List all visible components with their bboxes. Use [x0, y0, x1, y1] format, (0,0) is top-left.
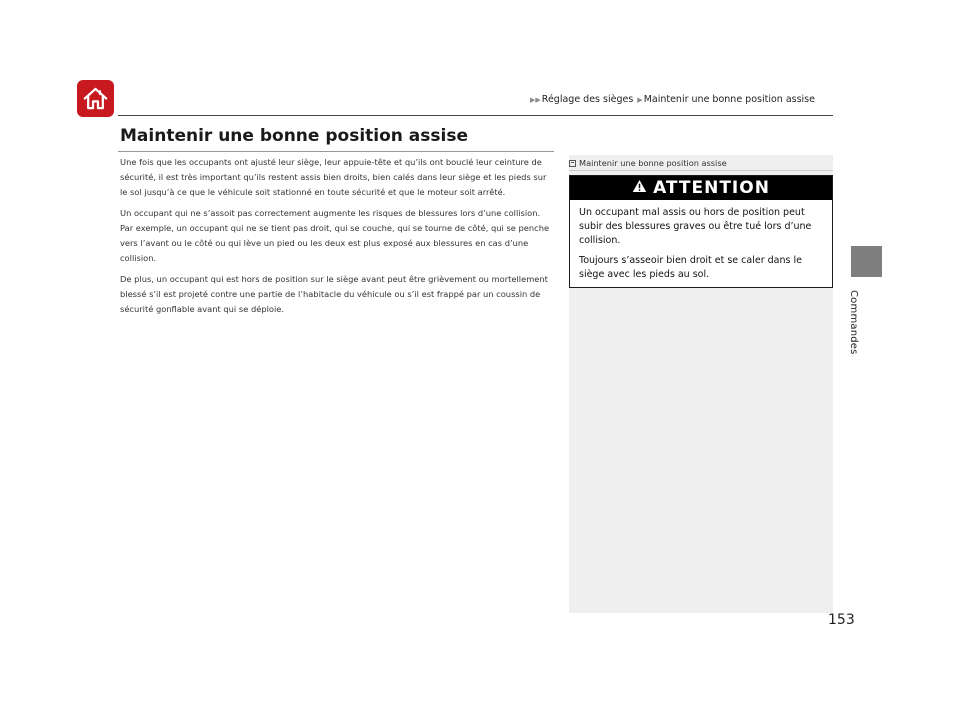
chapter-tab-label: Commandes [848, 290, 859, 355]
note-icon [569, 160, 576, 167]
breadcrumb [530, 94, 815, 105]
breadcrumb-item-current: Maintenir une bonne position assise [643, 94, 815, 105]
warning-triangle-icon [632, 178, 647, 198]
body-paragraph: De plus, un occupant qui est hors de position sur le siège avant peut être grièvement ou mortellement blessé s’il est projeté contre une partie de l’habitacle du véhicule ou s’il est frappé par un coussin de sécurité gonflable avant qui se déploie. [120, 274, 548, 314]
attention-box [569, 175, 833, 288]
sidebar-notes-header [569, 158, 727, 168]
home-icon [82, 85, 109, 112]
body-paragraph: Un occupant qui ne s’assoit pas correctement augmente les risques de blessures lors d’une collision. Par exemple, un occupant qui ne se tient pas droit, qui se couche, qui se tourne de côté, qui se penche vers l’avant ou le côté ou qui lève un pied ou les deux est plus exposé aux blessures en cas d’une collision. [120, 208, 550, 263]
attention-body [570, 200, 832, 282]
attention-paragraph: Toujours s’asseoir bien droit et se caler dans le siège avec les pieds au sol. [579, 255, 802, 280]
home-button[interactable] [77, 80, 114, 117]
sidebar-notes-title: Maintenir une bonne position assise [579, 158, 727, 168]
breadcrumb-item-seat-adjustment[interactable]: Réglage des sièges [541, 94, 634, 105]
header-divider [118, 115, 833, 116]
attention-paragraph: Un occupant mal assis ou hors de position peut subir des blessures graves ou être tué lors d’une collision. [579, 207, 812, 246]
main-content [120, 155, 554, 323]
page-title: Maintenir une bonne position assise [120, 126, 468, 146]
attention-header [570, 176, 832, 200]
breadcrumb-arrow-icon: ▶▶ [530, 95, 541, 104]
attention-title: ATTENTION [653, 178, 770, 198]
breadcrumb-arrow-icon: ▶ [637, 95, 643, 104]
sidebar-header-divider [569, 170, 833, 171]
body-paragraph: Une fois que les occupants ont ajusté leur siège, leur appuie-tête et qu’ils ont bouclé leur ceinture de sécurité, il est très important qu’ils restent assis bien droits, bien calés dans leur siège et les pieds sur le sol jusqu’à ce que le véhicule soit stationné en toute sécurité et que le moteur soit arrêté. [120, 157, 547, 197]
page-number: 153 [828, 612, 855, 628]
title-divider [118, 151, 554, 152]
chapter-tab[interactable] [851, 246, 882, 277]
